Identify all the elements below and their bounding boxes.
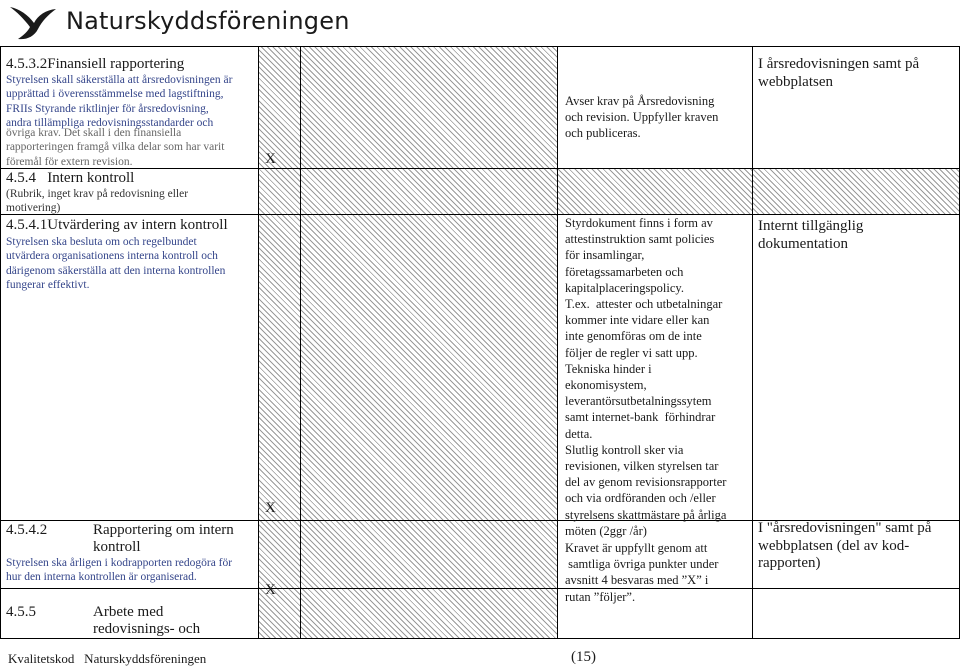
brand-name: Naturskyddsföreningen [66, 7, 350, 35]
table-border [0, 46, 1, 638]
explanation-text: Kravet är uppfyllt genom att samtliga övriga punkter under avsnitt 4 besvaras med ”X” i rutan ”följer”. [565, 541, 719, 604]
section-title: 4.5.4.1Utvärdering av intern kontroll [6, 217, 228, 233]
publication-text: Internt tillgänglig dokumentation [758, 218, 864, 252]
section-title: Rapportering om intern kontroll [93, 522, 234, 555]
column-divider [258, 46, 259, 638]
compliance-mark: X [265, 582, 276, 598]
bird-logo-icon [8, 3, 58, 41]
hatched-column [300, 46, 558, 638]
compliance-mark: X [265, 500, 276, 516]
hatched-band [557, 168, 752, 214]
section-title: 4.5.4 Intern kontroll [6, 170, 135, 186]
row-divider [0, 46, 960, 47]
page-number: (15) [571, 649, 596, 665]
footer-title: Kvalitetskod Naturskyddsföreningen [8, 651, 207, 666]
column-divider [752, 46, 753, 638]
page-header [0, 0, 960, 44]
hatched-band [752, 168, 960, 214]
column-divider [557, 46, 558, 638]
publication-text: I "årsredovisningen" samt på webbplatsen (del av kod- rapporten) [758, 520, 932, 571]
section-title: 4.5.3.2Finansiell rapportering [6, 56, 185, 72]
section-note: (Rubrik, inget krav på redovisning eller motivering) [6, 188, 189, 215]
section-number: 4.5.4.2 [6, 522, 48, 538]
section-title: Arbete med redovisnings- och [93, 604, 201, 637]
section-body: Styrelsen ska besluta om och regelbundet utvärdera organisationens interna kontroll och därigenom säkerställa att den interna kontrollen fungerar effektivt. [6, 236, 226, 291]
publication-text: I årsredovisningen samt på webbplatsen [758, 56, 920, 90]
hatched-column [258, 46, 300, 638]
row-divider [0, 588, 960, 589]
section-body: Styrelsen skall säkerställa att årsredovisningen är upprättad i överensstämmelse med lagstiftning, FRIIs Styrande riktlinjer för årsredovisning, andra tillämpliga redovisningsstandarder och [6, 74, 233, 129]
section-body: övriga krav. Det skall i den finansiella rapporteringen framgå vilka delar som har varit föremål för extern revision. [6, 127, 225, 168]
explanation-text: Styrdokument finns i form av attestinstruktion samt policies för insamlingar, företagssamarbeten och kapitalplaceringspolicy. T.ex. attester och utbetalningar kommer inte vidare eller kan inte genomföras om de inte följer de regler vi satt upp. Tekniska hinder i ekonomisystem, leverantörsutbetalningssytem samt internet-bank förhindrar detta. Slutlig kontroll sker via revisionen, vilken styrelsen tar del av genom revisionsrapporter och via ordföranden och /eller styrelsens skattmästare på årliga möten (2ggr /år) [565, 216, 727, 538]
row-divider [0, 638, 960, 639]
column-divider [300, 46, 301, 638]
section-number: 4.5.5 [6, 604, 36, 620]
explanation-text: Avser krav på Årsredovisning och revision. Uppfyller kraven och publiceras. [565, 94, 719, 141]
section-body: Styrelsen ska årligen i kodrapporten redogöra för hur den interna kontrollen är organiserad. [6, 557, 233, 584]
compliance-mark: X [265, 151, 276, 167]
